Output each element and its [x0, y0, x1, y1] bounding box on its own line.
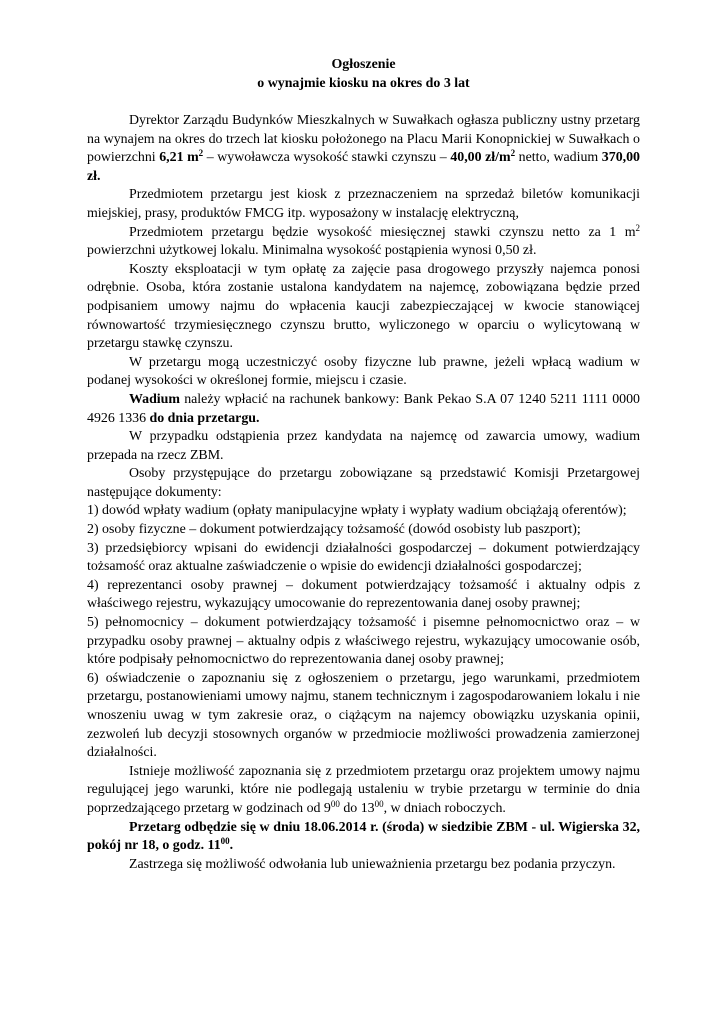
- auction-end: .: [229, 838, 234, 854]
- auction-hour-sup: 00: [220, 836, 230, 847]
- hour-from-sup: 00: [330, 798, 340, 809]
- withdrawal-paragraph: W przypadku odstąpienia przez kandydata na najemcę od zawarcia umowy, wadium przepada na rzecz ZBM.: [87, 429, 640, 463]
- wadium-bank-text: należy wpłacić na rachunek bankowy: Bank Pekao S.A 07 1240 5211 1111 0000 4926 1336: [87, 391, 640, 426]
- document-title: [87, 56, 640, 93]
- rate-sup: 2: [635, 222, 640, 233]
- wadium-paragraph: [87, 391, 640, 428]
- document-item: 6) oświadczenie o zapoznaniu się z ogłoszeniem o przetargu, jego warunkami, przedmiotem przetargu, postanowieniami umowy najmu, stanem technicznym i zagospodarowaniem lokalu i nie wnoszeniu uwag w tym zakresie oraz, o ciążącym na najemcy obowiązku uzyskania opinii, zezwoleń lub decyzji stosownych organów w przedmiocie możliwości prowadzenia zamierzonej działalności.: [87, 670, 640, 761]
- intro-end-text: netto, wadium: [515, 150, 602, 166]
- document-item: 4) reprezentanci osoby prawnej – dokument potwierdzający tożsamość i aktualny odpis z właściwego rejestru, wykazujący umocowanie do reprezentowania danej osoby prawnej;: [87, 577, 640, 612]
- title-line-2: o wynajmie kiosku na okres do 3 lat: [257, 75, 470, 91]
- wadium-deadline: do dnia przetargu.: [149, 410, 260, 426]
- auction-date-paragraph: [87, 819, 640, 856]
- document-item: 3) przedsiębiorcy wpisani do ewidencji działalności gospodarczej – dokument potwierdzający tożsamość oraz aktualne zaświadczenie o wpisie do ewidencji działalności gospodarczej;: [87, 540, 640, 575]
- rate-text-a: Przedmiotem przetargu będzie wysokość miesięcznej stawki czynszu netto za 1 m: [129, 224, 636, 240]
- costs-paragraph: Koszty eksploatacji w tym opłatę za zajęcie pasa drogowego przyszły najemca ponosi odrębnie. Osoba, która zostanie ustalona kandydatem na najemcę, zobowiązana będzie przed podpisaniem umowy najmu do wpłacenia kaucji zabezpieczającej w kwocie stanowiącej równowartość trzymiesięcznego czynszu brutto, wyliczonego w oparciu o wylicytowaną w przetargu stawkę czynszu.: [87, 261, 640, 352]
- title-line-1: Ogłoszenie: [331, 57, 396, 72]
- info-paragraph: [87, 763, 640, 819]
- auction-details: Przetarg odbędzie się w dniu 18.06.2014 r. (środa) w siedzibie ZBM - ul. Wigierska 32, pokój nr 18, o godz. 11: [87, 819, 640, 854]
- wadium-amount: 370,00 zł.: [87, 150, 640, 184]
- rate-paragraph: [87, 224, 640, 261]
- area-unit-sup: 2: [198, 148, 204, 159]
- rate-unit-sup: 2: [510, 148, 516, 159]
- intro-text: Dyrektor Zarządu Budynków Mieszkalnych w Suwałkach ogłasza publiczny ustny przetarg na wynajem na okres do trzech lat kiosku położonego na Placu Marii Konopnickiej w Suwałkach o powierzchni: [87, 113, 640, 166]
- reservation-paragraph: Zastrzega się możliwość odwołania lub unieważnienia przetargu bez podania przyczyn.: [129, 856, 616, 872]
- rate-text-b: powierzchni użytkowej lokalu. Minimalna wysokość postąpienia wynosi 0,50 zł.: [87, 243, 537, 259]
- intro-mid-text: – wywoławcza wysokość stawki czynszu –: [203, 150, 451, 166]
- area-value: 6,21 m: [159, 150, 199, 166]
- announcement-page: [87, 56, 640, 874]
- document-body: [87, 112, 640, 874]
- wadium-label: Wadium: [129, 391, 180, 407]
- subject-paragraph: Przedmiotem przetargu jest kiosk z przeznaczeniem na sprzedaż biletów komunikacji miejskiej, prasy, produktów FMCG itp. wyposażony w instalację elektryczną,: [87, 187, 640, 221]
- documents-intro-paragraph: Osoby przystępujące do przetargu zobowiązane są przedstawić Komisji Przetargowej następujące dokumenty:: [87, 466, 640, 500]
- participants-paragraph: W przetargu mogą uczestniczyć osoby fizyczne lub prawne, jeżeli wpłacą wadium w podanej wysokości w określonej formie, miejscu i czasie.: [87, 354, 640, 389]
- intro-paragraph: [87, 112, 640, 186]
- rate-value: 40,00 zł/m: [450, 150, 511, 166]
- document-item: 5) pełnomocnicy – dokument potwierdzający tożsamość i pisemne pełnomocnictwo oraz – w przypadku osoby prawnej – aktualny odpis z właściwego rejestru, wykazujący umocowanie osób, które podpisały pełnomocnictwo do reprezentowania danej osoby prawnej;: [87, 615, 640, 668]
- hour-to-sup: 00: [374, 798, 384, 809]
- info-text-a: Istnieje możliwość zapoznania się z przedmiotem przetargu oraz projektem umowy najmu regulującej jego warunki, które nie podlegają ustaleniu w trybie przetargu w terminie do dnia poprzedzającego przetarg w godzinach od 9: [87, 763, 640, 816]
- info-text-b: do 13: [339, 800, 375, 816]
- info-text-c: , w dniach roboczych.: [383, 800, 506, 816]
- document-item: 1) dowód wpłaty wadium (opłaty manipulacyjne wpłaty i wypłaty wadium obciążają oferentów);: [87, 503, 627, 519]
- document-item: 2) osoby fizyczne – dokument potwierdzający tożsamość (dowód osobisty lub paszport);: [87, 522, 581, 538]
